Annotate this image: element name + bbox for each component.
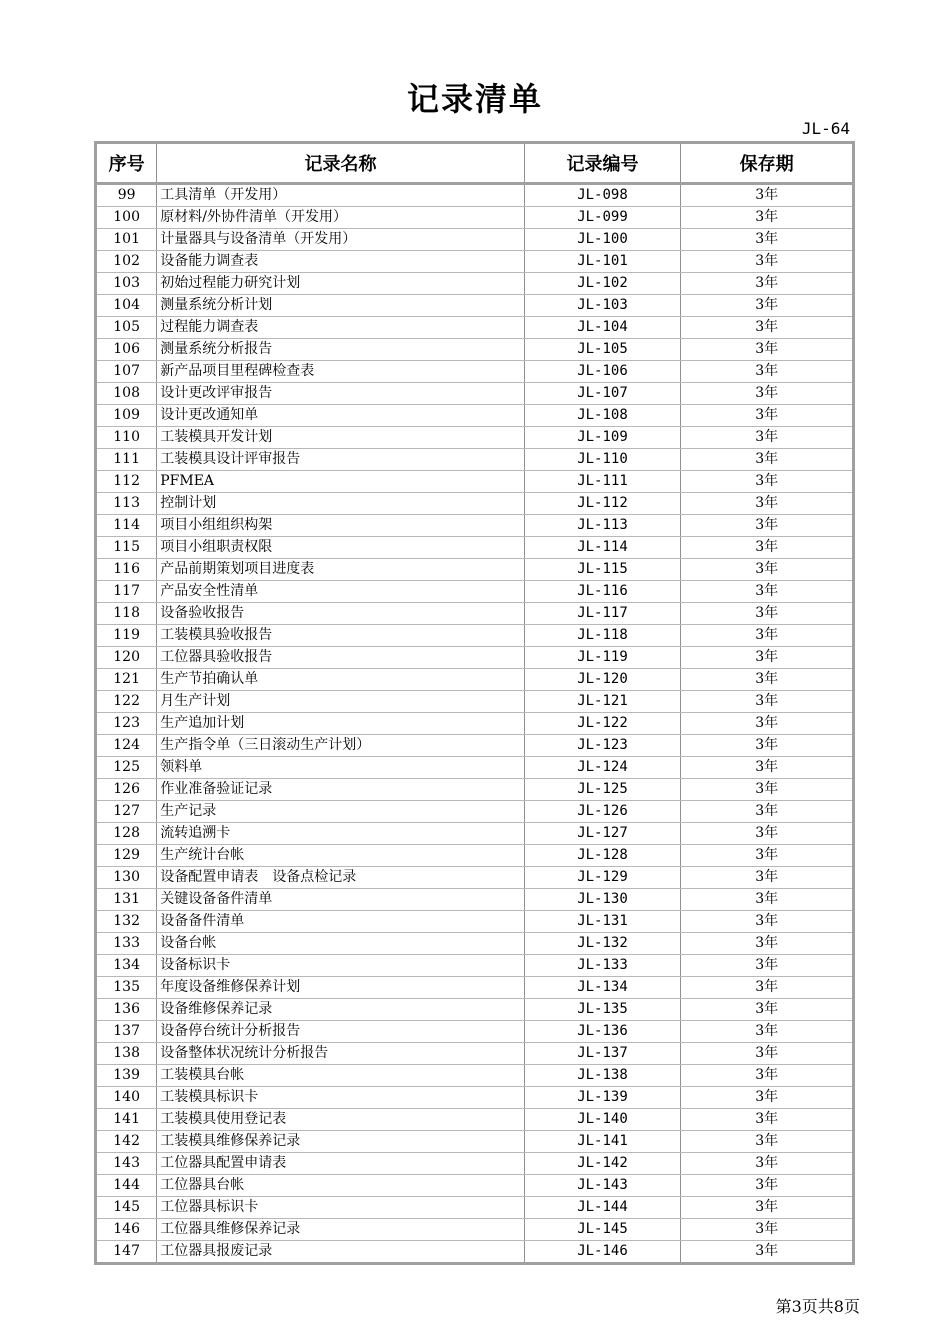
record-code: JL-139 xyxy=(524,1087,681,1109)
table-row xyxy=(96,647,854,669)
record-code: JL-145 xyxy=(524,1219,681,1241)
retention-period: 3年 xyxy=(681,911,854,933)
retention-period: 3年 xyxy=(681,1153,854,1175)
retention-period: 3年 xyxy=(681,1197,854,1219)
record-code: JL-136 xyxy=(524,1021,681,1043)
table-row xyxy=(96,779,854,801)
row-index: 123 xyxy=(96,713,157,735)
record-code: JL-116 xyxy=(524,581,681,603)
row-index: 101 xyxy=(96,229,157,251)
record-code: JL-115 xyxy=(524,559,681,581)
retention-period: 3年 xyxy=(681,691,854,713)
table-header xyxy=(96,143,854,184)
row-index: 121 xyxy=(96,669,157,691)
record-name: 领料单 xyxy=(157,757,524,779)
table-row xyxy=(96,757,854,779)
retention-period: 3年 xyxy=(681,779,854,801)
record-name: 设计更改评审报告 xyxy=(157,383,524,405)
retention-period: 3年 xyxy=(681,361,854,383)
record-code: JL-104 xyxy=(524,317,681,339)
row-index: 109 xyxy=(96,405,157,427)
record-name: 生产追加计划 xyxy=(157,713,524,735)
table-row xyxy=(96,1065,854,1087)
record-code: JL-113 xyxy=(524,515,681,537)
retention-period: 3年 xyxy=(681,295,854,317)
retention-period: 3年 xyxy=(681,889,854,911)
table-row xyxy=(96,823,854,845)
document-code: JL-64 xyxy=(801,119,850,138)
record-name: 原材料/外协件清单（开发用） xyxy=(157,207,524,229)
record-code: JL-127 xyxy=(524,823,681,845)
row-index: 140 xyxy=(96,1087,157,1109)
row-index: 113 xyxy=(96,493,157,515)
retention-period: 3年 xyxy=(681,339,854,361)
record-name: 测量系统分析报告 xyxy=(157,339,524,361)
record-name: 设备备件清单 xyxy=(157,911,524,933)
table-row xyxy=(96,735,854,757)
page-title: 记录清单 xyxy=(406,80,543,118)
row-index: 127 xyxy=(96,801,157,823)
table-body xyxy=(96,184,854,1264)
record-code: JL-142 xyxy=(524,1153,681,1175)
retention-period: 3年 xyxy=(681,1109,854,1131)
table-row xyxy=(96,1197,854,1219)
retention-period: 3年 xyxy=(681,207,854,229)
record-name: 工装模具维修保养记录 xyxy=(157,1131,524,1153)
record-code: JL-120 xyxy=(524,669,681,691)
row-index: 141 xyxy=(96,1109,157,1131)
table-row xyxy=(96,339,854,361)
retention-period: 3年 xyxy=(681,1087,854,1109)
record-code: JL-102 xyxy=(524,273,681,295)
record-code: JL-134 xyxy=(524,977,681,999)
record-code: JL-107 xyxy=(524,383,681,405)
record-name: 工位器具报废记录 xyxy=(157,1241,524,1264)
row-index: 136 xyxy=(96,999,157,1021)
record-code: JL-119 xyxy=(524,647,681,669)
record-code: JL-114 xyxy=(524,537,681,559)
retention-period: 3年 xyxy=(681,977,854,999)
record-name: 产品安全性清单 xyxy=(157,581,524,603)
record-name: 工位器具验收报告 xyxy=(157,647,524,669)
record-code: JL-131 xyxy=(524,911,681,933)
table-row xyxy=(96,1219,854,1241)
record-code: JL-146 xyxy=(524,1241,681,1264)
row-index: 118 xyxy=(96,603,157,625)
table-row xyxy=(96,1131,854,1153)
record-code: JL-140 xyxy=(524,1109,681,1131)
row-index: 124 xyxy=(96,735,157,757)
row-index: 135 xyxy=(96,977,157,999)
retention-period: 3年 xyxy=(681,471,854,493)
row-index: 115 xyxy=(96,537,157,559)
retention-period: 3年 xyxy=(681,559,854,581)
row-index: 131 xyxy=(96,889,157,911)
record-name: 设备台帐 xyxy=(157,933,524,955)
row-index: 105 xyxy=(96,317,157,339)
retention-period: 3年 xyxy=(681,1065,854,1087)
row-index: 112 xyxy=(96,471,157,493)
record-name: 工位器具标识卡 xyxy=(157,1197,524,1219)
retention-period: 3年 xyxy=(681,647,854,669)
retention-period: 3年 xyxy=(681,955,854,977)
row-index: 106 xyxy=(96,339,157,361)
record-name: 年度设备维修保养计划 xyxy=(157,977,524,999)
record-name: 工装模具设计评审报告 xyxy=(157,449,524,471)
record-code: JL-126 xyxy=(524,801,681,823)
row-index: 99 xyxy=(96,184,157,207)
record-code: JL-103 xyxy=(524,295,681,317)
row-index: 132 xyxy=(96,911,157,933)
record-code: JL-124 xyxy=(524,757,681,779)
table-row xyxy=(96,581,854,603)
table-row xyxy=(96,933,854,955)
table-row xyxy=(96,449,854,471)
record-name: 设备标识卡 xyxy=(157,955,524,977)
retention-period: 3年 xyxy=(681,581,854,603)
row-index: 102 xyxy=(96,251,157,273)
record-code: JL-109 xyxy=(524,427,681,449)
record-name: 设计更改通知单 xyxy=(157,405,524,427)
row-index: 133 xyxy=(96,933,157,955)
record-name: 设备能力调查表 xyxy=(157,251,524,273)
row-index: 143 xyxy=(96,1153,157,1175)
record-code: JL-118 xyxy=(524,625,681,647)
row-index: 117 xyxy=(96,581,157,603)
table-row xyxy=(96,1153,854,1175)
record-name: 计量器具与设备清单（开发用） xyxy=(157,229,524,251)
retention-period: 3年 xyxy=(681,823,854,845)
record-name: 生产节拍确认单 xyxy=(157,669,524,691)
retention-period: 3年 xyxy=(681,1219,854,1241)
record-name: 设备配置申请表 设备点检记录 xyxy=(157,867,524,889)
table-row xyxy=(96,1087,854,1109)
row-index: 107 xyxy=(96,361,157,383)
record-name: 月生产计划 xyxy=(157,691,524,713)
record-name: 设备整体状况统计分析报告 xyxy=(157,1043,524,1065)
row-index: 139 xyxy=(96,1065,157,1087)
retention-period: 3年 xyxy=(681,449,854,471)
retention-period: 3年 xyxy=(681,1175,854,1197)
record-code: JL-110 xyxy=(524,449,681,471)
retention-period: 3年 xyxy=(681,1241,854,1264)
record-code: JL-112 xyxy=(524,493,681,515)
header-record-name: 记录名称 xyxy=(157,143,524,184)
record-code: JL-099 xyxy=(524,207,681,229)
record-name: 工位器具配置申请表 xyxy=(157,1153,524,1175)
record-name: 生产统计台帐 xyxy=(157,845,524,867)
table-row xyxy=(96,889,854,911)
table-row xyxy=(96,845,854,867)
record-name: 控制计划 xyxy=(157,493,524,515)
header-retention: 保存期 xyxy=(681,143,854,184)
table-row xyxy=(96,295,854,317)
table-row xyxy=(96,471,854,493)
record-code: JL-117 xyxy=(524,603,681,625)
record-name: 关键设备备件清单 xyxy=(157,889,524,911)
row-index: 125 xyxy=(96,757,157,779)
row-index: 103 xyxy=(96,273,157,295)
retention-period: 3年 xyxy=(681,845,854,867)
retention-period: 3年 xyxy=(681,515,854,537)
table-row xyxy=(96,603,854,625)
retention-period: 3年 xyxy=(681,735,854,757)
table-row xyxy=(96,713,854,735)
record-code: JL-143 xyxy=(524,1175,681,1197)
record-code: JL-121 xyxy=(524,691,681,713)
record-name: 作业准备验证记录 xyxy=(157,779,524,801)
record-code: JL-100 xyxy=(524,229,681,251)
record-name: 产品前期策划项目进度表 xyxy=(157,559,524,581)
table-row xyxy=(96,383,854,405)
retention-period: 3年 xyxy=(681,713,854,735)
record-name: 生产指令单（三日滚动生产计划） xyxy=(157,735,524,757)
retention-period: 3年 xyxy=(681,625,854,647)
row-index: 142 xyxy=(96,1131,157,1153)
page-number: 第3页共8页 xyxy=(775,1297,860,1316)
table-row xyxy=(96,1021,854,1043)
row-index: 147 xyxy=(96,1241,157,1264)
row-index: 126 xyxy=(96,779,157,801)
row-index: 111 xyxy=(96,449,157,471)
record-name: 项目小组职责权限 xyxy=(157,537,524,559)
retention-period: 3年 xyxy=(681,933,854,955)
table-row xyxy=(96,669,854,691)
row-index: 137 xyxy=(96,1021,157,1043)
row-index: 138 xyxy=(96,1043,157,1065)
record-name: 设备验收报告 xyxy=(157,603,524,625)
table-row xyxy=(96,977,854,999)
record-name: 工装模具使用登记表 xyxy=(157,1109,524,1131)
row-index: 119 xyxy=(96,625,157,647)
record-name: 工具清单（开发用） xyxy=(157,184,524,207)
record-name: 工位器具维修保养记录 xyxy=(157,1219,524,1241)
table-row xyxy=(96,251,854,273)
records-table xyxy=(94,141,855,1265)
record-name: 测量系统分析计划 xyxy=(157,295,524,317)
row-index: 100 xyxy=(96,207,157,229)
row-index: 145 xyxy=(96,1197,157,1219)
record-code: JL-135 xyxy=(524,999,681,1021)
retention-period: 3年 xyxy=(681,867,854,889)
record-name: 工装模具台帐 xyxy=(157,1065,524,1087)
record-code: JL-125 xyxy=(524,779,681,801)
record-name: 初始过程能力研究计划 xyxy=(157,273,524,295)
record-name: PFMEA xyxy=(157,471,524,493)
retention-period: 3年 xyxy=(681,427,854,449)
table-row xyxy=(96,515,854,537)
retention-period: 3年 xyxy=(681,801,854,823)
table-row xyxy=(96,273,854,295)
retention-period: 3年 xyxy=(681,317,854,339)
record-name: 设备停台统计分析报告 xyxy=(157,1021,524,1043)
retention-period: 3年 xyxy=(681,273,854,295)
retention-period: 3年 xyxy=(681,537,854,559)
table-row xyxy=(96,427,854,449)
retention-period: 3年 xyxy=(681,1021,854,1043)
record-code: JL-122 xyxy=(524,713,681,735)
row-index: 120 xyxy=(96,647,157,669)
row-index: 122 xyxy=(96,691,157,713)
record-name: 生产记录 xyxy=(157,801,524,823)
record-code: JL-123 xyxy=(524,735,681,757)
retention-period: 3年 xyxy=(681,999,854,1021)
row-index: 146 xyxy=(96,1219,157,1241)
record-code: JL-141 xyxy=(524,1131,681,1153)
table-row xyxy=(96,317,854,339)
row-index: 128 xyxy=(96,823,157,845)
table-row xyxy=(96,405,854,427)
table-row xyxy=(96,867,854,889)
record-name: 流转追溯卡 xyxy=(157,823,524,845)
table-row xyxy=(96,537,854,559)
record-name: 设备维修保养记录 xyxy=(157,999,524,1021)
retention-period: 3年 xyxy=(681,184,854,207)
record-code: JL-108 xyxy=(524,405,681,427)
table-row xyxy=(96,691,854,713)
table-row xyxy=(96,229,854,251)
row-index: 129 xyxy=(96,845,157,867)
row-index: 116 xyxy=(96,559,157,581)
table-row xyxy=(96,911,854,933)
table-row xyxy=(96,625,854,647)
table-row xyxy=(96,361,854,383)
row-index: 114 xyxy=(96,515,157,537)
retention-period: 3年 xyxy=(681,1043,854,1065)
retention-period: 3年 xyxy=(681,251,854,273)
row-index: 134 xyxy=(96,955,157,977)
row-index: 130 xyxy=(96,867,157,889)
record-name: 工位器具台帐 xyxy=(157,1175,524,1197)
record-name: 新产品项目里程碑检查表 xyxy=(157,361,524,383)
retention-period: 3年 xyxy=(681,757,854,779)
record-code: JL-111 xyxy=(524,471,681,493)
table-row xyxy=(96,1241,854,1264)
retention-period: 3年 xyxy=(681,669,854,691)
retention-period: 3年 xyxy=(681,383,854,405)
table-row xyxy=(96,999,854,1021)
record-code: JL-130 xyxy=(524,889,681,911)
table-row xyxy=(96,207,854,229)
retention-period: 3年 xyxy=(681,229,854,251)
table-row xyxy=(96,184,854,207)
record-code: JL-132 xyxy=(524,933,681,955)
table-row xyxy=(96,1109,854,1131)
table-row xyxy=(96,801,854,823)
record-name: 项目小组组织构架 xyxy=(157,515,524,537)
record-code: JL-138 xyxy=(524,1065,681,1087)
table-row xyxy=(96,1175,854,1197)
row-index: 144 xyxy=(96,1175,157,1197)
record-code: JL-105 xyxy=(524,339,681,361)
table-row xyxy=(96,559,854,581)
header-index: 序号 xyxy=(96,143,157,184)
record-code: JL-106 xyxy=(524,361,681,383)
row-index: 110 xyxy=(96,427,157,449)
table-row xyxy=(96,493,854,515)
record-code: JL-128 xyxy=(524,845,681,867)
table-row xyxy=(96,955,854,977)
record-name: 工装模具标识卡 xyxy=(157,1087,524,1109)
record-name: 工装模具验收报告 xyxy=(157,625,524,647)
record-name: 工装模具开发计划 xyxy=(157,427,524,449)
retention-period: 3年 xyxy=(681,405,854,427)
table-row xyxy=(96,1043,854,1065)
row-index: 108 xyxy=(96,383,157,405)
record-code: JL-137 xyxy=(524,1043,681,1065)
retention-period: 3年 xyxy=(681,1131,854,1153)
retention-period: 3年 xyxy=(681,603,854,625)
record-name: 过程能力调查表 xyxy=(157,317,524,339)
record-code: JL-098 xyxy=(524,184,681,207)
record-code: JL-144 xyxy=(524,1197,681,1219)
record-code: JL-129 xyxy=(524,867,681,889)
row-index: 104 xyxy=(96,295,157,317)
header-record-code: 记录编号 xyxy=(524,143,681,184)
record-code: JL-101 xyxy=(524,251,681,273)
retention-period: 3年 xyxy=(681,493,854,515)
record-code: JL-133 xyxy=(524,955,681,977)
